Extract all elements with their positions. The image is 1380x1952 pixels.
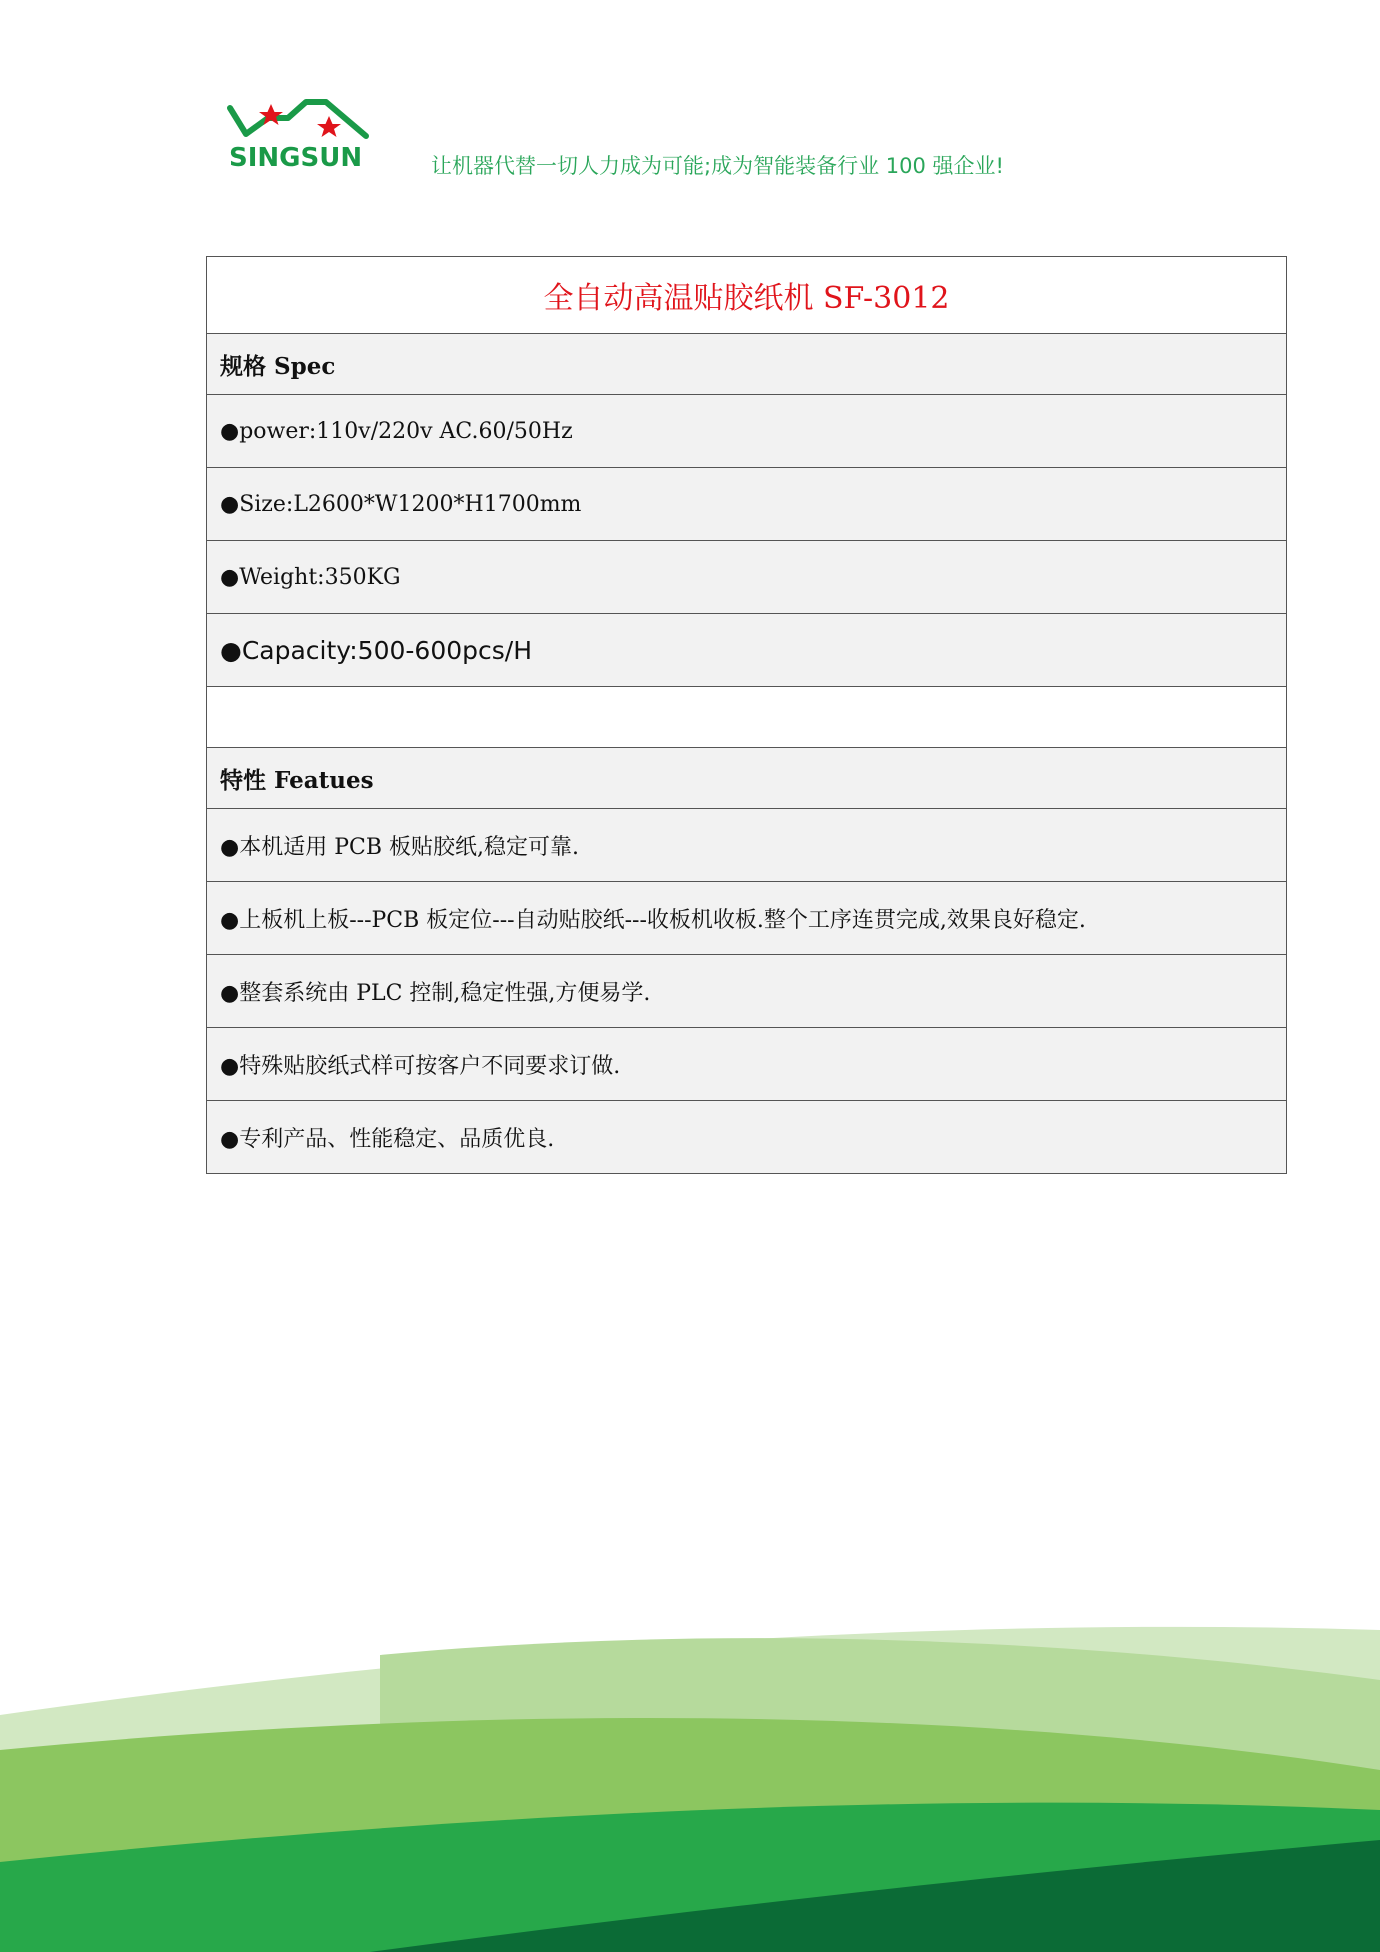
features-heading: 特性 Featues: [207, 748, 1287, 809]
product-spec-table: [206, 256, 1287, 1174]
spec-item-weight: ●Weight:350KG: [207, 541, 1287, 614]
product-title: 全自动高温贴胶纸机 SF-3012: [207, 257, 1287, 334]
spec-item-size: ●Size:L2600*W1200*H1700mm: [207, 468, 1287, 541]
spec-item-power: ●power:110v/220v AC.60/50Hz: [207, 395, 1287, 468]
feature-item: ●特殊贴胶纸式样可按客户不同要求订做.: [207, 1028, 1287, 1101]
spec-item-capacity: ●Capacity:500-600pcs/H: [207, 614, 1287, 687]
green-wave-decoration: [0, 1600, 1380, 1952]
feature-item: ●整套系统由 PLC 控制,稳定性强,方便易学.: [207, 955, 1287, 1028]
blank-row: [207, 687, 1287, 748]
red-star-icon: [317, 116, 341, 137]
feature-item: ●本机适用 PCB 板贴胶纸,稳定可靠.: [207, 809, 1287, 882]
spec-heading: 规格 Spec: [207, 334, 1287, 395]
feature-item: ●专利产品、性能稳定、品质优良.: [207, 1101, 1287, 1174]
logo-text: SINGSUN: [229, 143, 363, 173]
feature-item: ●上板机上板---PCB 板定位---自动贴胶纸---收板机收板.整个工序连贯完成,效果良好稳定.: [207, 882, 1287, 955]
company-slogan: 让机器代替一切人力成为可能;成为智能装备行业 100 强企业!: [431, 154, 1004, 178]
